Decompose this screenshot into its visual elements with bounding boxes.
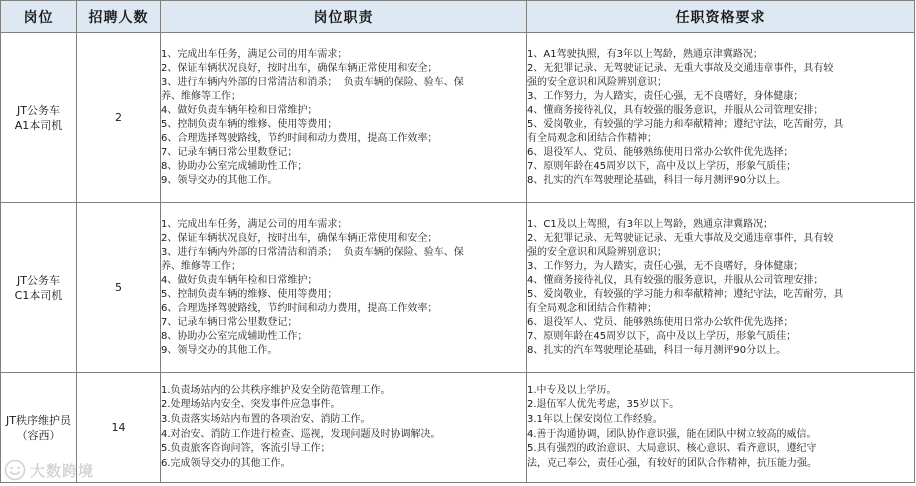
requirement-item: 有全局观念和团结合作精神； [527,132,657,144]
requirement-item: 4、懂商务接待礼仪，具有较强的服务意识，并服从公司管理安排； [527,104,824,116]
duty-item: 6、合理选择驾驶路线，节约时间和动力费用，提高工作效率； [161,132,438,144]
position-line: A1本司机 [14,118,63,132]
duty-item: 5、控制负责车辆的维修、使用等费用； [161,118,338,130]
requirement-item: 2.退伍军人优先考虑，35岁以下。 [527,399,680,411]
requirement-item: 3、工作努力，为人踏实，责任心强，无不良嗜好，身体健康； [527,90,804,102]
header-requirements: 任职资格要求 [527,1,915,33]
table-header-row [1,1,915,33]
requirement-item: 8、扎实的汽车驾驶理论基础，科目一每月测评90分以上。 [527,344,787,356]
position-line: JT秩序维护员 [6,413,71,427]
header-count: 招聘人数 [77,1,161,33]
duty-item: 7、记录车辆日常公里数登记； [161,316,298,328]
table-row [1,33,915,203]
duty-item: 2、保证车辆状况良好，按时出车，确保车辆正常使用和安全； [161,62,438,74]
duties-cell [161,373,527,483]
headcount-cell: 5 [77,203,161,373]
requirement-item: 3.1年以上保安岗位工作经验。 [527,413,663,425]
duty-item: 1.负责场站内的公共秩序维护及安全防范管理工作。 [161,384,391,396]
position-cell [1,203,77,373]
duty-item: 8、协助办公室完成辅助性工作； [161,160,308,172]
duty-item: 5.负责旅客咨询问答，客流引导工作； [161,443,331,455]
headcount-cell: 14 [77,373,161,483]
requirement-item: 2、无犯罪记录、无驾驶证记录、无重大事故及交通违章事件，具有较 [527,232,834,244]
requirement-item: 1、A1驾驶执照，有3年以上驾龄，熟通京津冀路况； [527,48,763,60]
header-duties: 岗位职责 [161,1,527,33]
duty-item: 4、做好负责车辆年检和日常维护； [161,104,318,116]
requirement-item: 4.善于沟通协调，团队协作意识强，能在团队中树立较高的威信。 [527,428,817,440]
position-line: C1本司机 [14,288,63,302]
duty-item: 8、协助办公室完成辅助性工作； [161,330,308,342]
duty-item: 4.对治安、消防工作进行检查、巡视，发现问题及时协调解决。 [161,428,441,440]
requirement-item: 7、原则年龄在45周岁以下，高中及以上学历，形象气质佳； [527,160,797,172]
requirement-item: 强的安全意识和风险辨别意识； [527,246,667,258]
duty-item: 3、进行车辆内外部的日常清洁和消杀； 负责车辆的保险、验车、保 [161,246,464,258]
position-cell [1,33,77,203]
duty-item: 5、控制负责车辆的维修、使用等费用； [161,288,338,300]
duty-item: 9、领导交办的其他工作。 [161,344,278,356]
position-line: JT公务车 [17,273,60,287]
duty-item: 3、进行车辆内外部的日常清洁和消杀； 负责车辆的保险、验车、保 [161,76,464,88]
position-line: JT公务车 [17,103,60,117]
watermark-text: 大数跨境 [30,461,95,480]
requirement-item: 1.中专及以上学历。 [527,384,617,396]
duty-item: 2.处理场站内安全、突发事件应急事件。 [161,399,341,411]
table-row [1,373,915,483]
requirement-item: 1、C1及以上驾照，有3年以上驾龄，熟通京津冀路况； [527,218,774,230]
duty-item: 6、合理选择驾驶路线，节约时间和动力费用，提高工作效率； [161,302,438,314]
requirements-cell [527,373,915,483]
duty-item: 4、做好负责车辆年检和日常维护； [161,274,318,286]
requirement-item: 4、懂商务接待礼仪，具有较强的服务意识，并服从公司管理安排； [527,274,824,286]
requirement-item: 强的安全意识和风险辨别意识； [527,76,667,88]
requirement-item: 6、退役军人、党员、能够熟练使用日常办公软件优先选择； [527,146,794,158]
requirement-item: 7、原则年龄在45周岁以下，高中及以上学历，形象气质佳； [527,330,797,342]
duty-item: 9、领导交办的其他工作。 [161,174,278,186]
duties-cell [161,33,527,203]
duty-item: 养、维修等工作； [161,260,241,272]
requirement-item: 有全局观念和团结合作精神； [527,302,657,314]
duty-item: 3.负责落实场站内布置的各项治安、消防工作。 [161,413,371,425]
requirement-item: 5.具有强烈的政治意识、大局意识、核心意识、看齐意识，遵纪守 [527,443,817,455]
smile-logo-icon [4,459,26,481]
duty-item: 7、记录车辆日常公里数登记； [161,146,298,158]
table-row [1,203,915,373]
duties-cell [161,203,527,373]
duty-item: 2、保证车辆状况良好，按时出车，确保车辆正常使用和安全； [161,232,438,244]
requirement-item: 8、扎实的汽车驾驶理论基础，科目一每月测评90分以上。 [527,174,787,186]
header-position: 岗位 [1,1,77,33]
requirement-item: 5、爱岗敬业，有较强的学习能力和奉献精神；遵纪守法，吃苦耐劳，具 [527,118,844,130]
requirement-item: 3、工作努力，为人踏实，责任心强，无不良嗜好，身体健康； [527,260,804,272]
requirements-cell [527,33,915,203]
duty-item: 养、维修等工作； [161,90,241,102]
duty-item: 6.完成领导交办的其他工作。 [161,457,291,469]
requirement-item: 2、无犯罪记录、无驾驶证记录、无重大事故及交通违章事件，具有较 [527,62,834,74]
requirements-cell [527,203,915,373]
requirement-item: 6、退役军人、党员、能够熟练使用日常办公软件优先选择； [527,316,794,328]
requirement-item: 法，克己奉公，责任心强，有较好的团队合作精神，抗压能力强。 [527,457,817,469]
headcount-cell: 2 [77,33,161,203]
watermark [4,458,94,482]
duty-item: 1、完成出车任务，满足公司的用车需求； [161,218,348,230]
requirement-item: 5、爱岗敬业，有较强的学习能力和奉献精神；遵纪守法，吃苦耐劳，具 [527,288,844,300]
position-line: （容西） [16,428,61,442]
duty-item: 1、完成出车任务，满足公司的用车需求； [161,48,348,60]
